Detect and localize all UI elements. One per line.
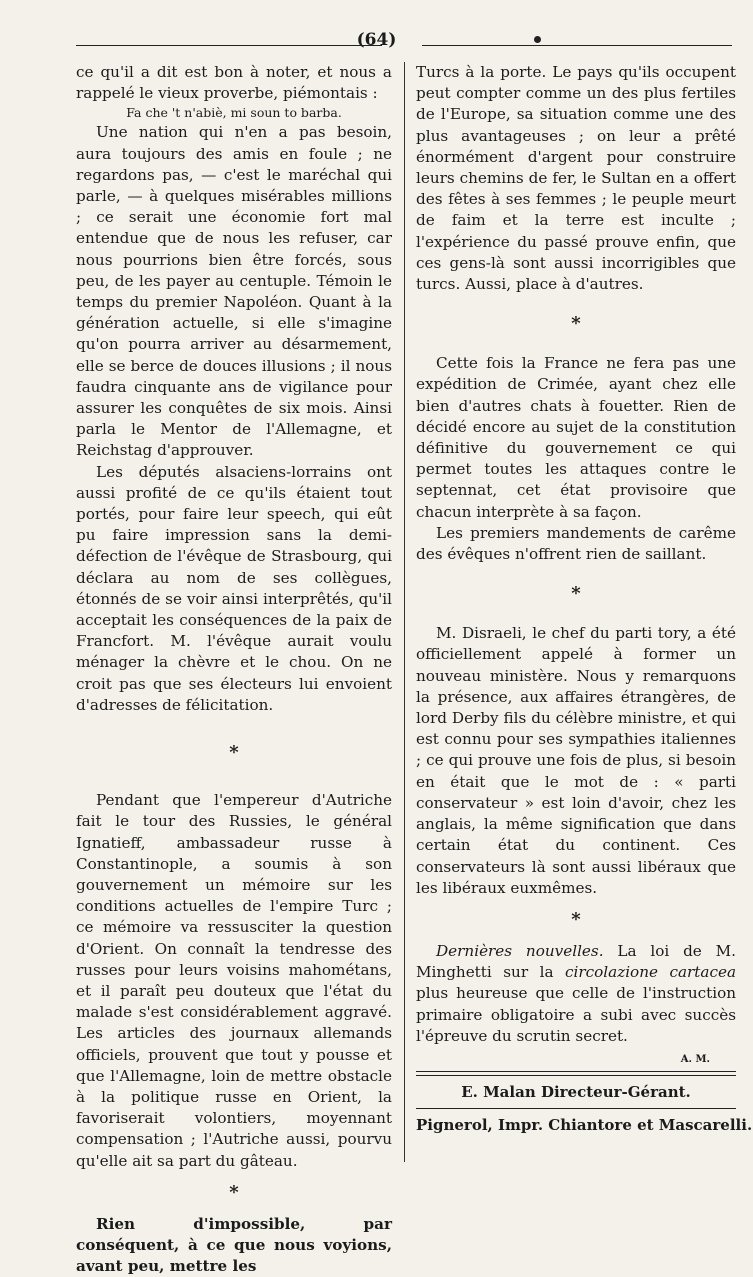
section-star: * [571,583,581,605]
header-rule-right [422,45,732,46]
section-star: * [571,313,581,335]
paragraph: Cette fois la France ne fera pas une expédition de Crimée, ayant chez elle bien d'autres chats à fouetter. Rien de décidé encore au sujet de la constitution définitive du gouvernement ce qui permet toutes les attaques contre le septennat, cet état provisoire que chacun interprète à sa façon. [416,354,736,521]
proverb: Fa che 't n'abiè, mi soun to barba. [126,105,342,121]
paragraph: Rien d'impossible, par conséquent, à ce que nous voyions, avant peu, mettre les [76,1214,392,1276]
latest-news-label: Dernières nouvelles. [436,941,604,960]
paragraph: Une nation qui n'en a pas besoin, aura toujours des amis en foule ; ne regardons pas, — c'est le maréchal qui parle, — à quelques misérables millions ; ce serait une économie fort mal entendue que de nous les refuser, car nous pourrions bien être forcés, sous peu, de les payer au centuple. Témoin le temps du premier Napoléon. Quant à la génération actuelle, si elle s'imagine qu'on pourra arriver au désarmement, elle se berce de douces illusions ; il nous faudra cinquante ans de vigilance pour assurer les conquêtes de six mois. Ainsi parla le Mentor de l'Allemagne, et Reichstag d'approuver. [76,123,392,460]
latest-news-paragraph [416,941,736,1047]
latest-news-text: plus heureuse que celle de l'instruction primaire obligatoire a subi avec succès l'épreuve du scrutin secret. [416,984,736,1045]
signature: A. M. [680,1053,710,1065]
paragraph: M. Disraeli, le chef du parti tory, a été officiellement appelé à former un nouveau ministère. Nous y remarquons la présence, aux affaires étrangères, de lord Derby fils du célèbre ministre, et qui est connu pour ses sympathies italiennes ; ce qui prouve une fois de plus, si besoin en était que le mot de : « parti conservateur » est loin d'avoir, chez les anglais, la même signification que dans certain état du continent. Ces conservateurs là sont aussi libéraux que les libéraux euxmêmes. [416,624,736,897]
section-star: * [229,1181,239,1203]
paragraph: Les députés alsaciens-lorrains ont aussi profité de ce qu'ils étaient tout portés, pour faire leur speech, qui eût pu faire impression sans la demi-défection de l'évêque de Strasbourg, qui déclara au nom de ses collègues, étonnés de se voir ainsi interprêtés, qu'il acceptait les conséquences de la paix de Francfort. M. l'évêque aurait voulu ménager la chèvre et le chou. On ne croit pas que ses électeurs lui envoient d'adresses de félicitation. [76,462,392,714]
paragraph: ce qu'il a dit est bon à noter, et nous a rappelé le vieux proverbe, piémontais : [76,63,392,103]
section-star: * [571,908,581,930]
header-rule-left [76,45,382,46]
editor-credit: E. Malan Directeur-Gérant. [461,1082,691,1101]
paragraph: Pendant que l'empereur d'Autriche fait le tour des Russies, le général Ignatieff, ambassadeur russe à Constantinople, a soumis à son gouvernement un mémoire sur les conditions actuelles de l'empire Turc ; ce mémoire va ressusciter la question d'Orient. On connaît la tendresse des russes pour leurs voisins mahométans, et il paraît peu douteux que l'état du malade s'est considérablement aggravé. Les articles des journaux allemands officiels, prouvent que tout y pousse et que l'Allemagne, loin de mettre obstacle à la politique russe en Orient, la favoriserait volontiers, moyennant compensation ; l'Autriche aussi, pourvu qu'elle ait sa part du gâteau. [76,791,392,1170]
latest-news-italic: circolazione cartacea [565,963,737,982]
footer-rule [416,1108,736,1109]
footer-rule [416,1071,736,1076]
paragraph: Turcs à la porte. Le pays qu'ils occupent peut compter comme un des plus fertiles de l'Europe, sa situation comme une des plus avantageuses ; on leur a prêté énormément d'argent pour construire leurs chemins de fer, le Sultan en a offert des fêtes à ses femmes ; le peuple meurt de faim et la terre est inculte ; l'expérience du passé prouve enfin, que ces gens-là sont aussi incorrigibles que turcs. Aussi, place à d'autres. [416,63,736,294]
right-column [416,62,753,1162]
latest-news-text: La loi de M. Minghetti sur la [416,941,736,982]
paragraph: Les premiers mandements de carême des évêques n'offrent rien de saillant. [416,523,736,564]
printer-imprint: Pignerol, Impr. Chiantore et Mascarelli. [416,1115,753,1134]
column-divider [404,62,405,1162]
page-number: (64) [356,30,397,50]
left-column [76,62,392,1276]
section-star: * [229,742,239,764]
ink-mark [534,36,541,43]
